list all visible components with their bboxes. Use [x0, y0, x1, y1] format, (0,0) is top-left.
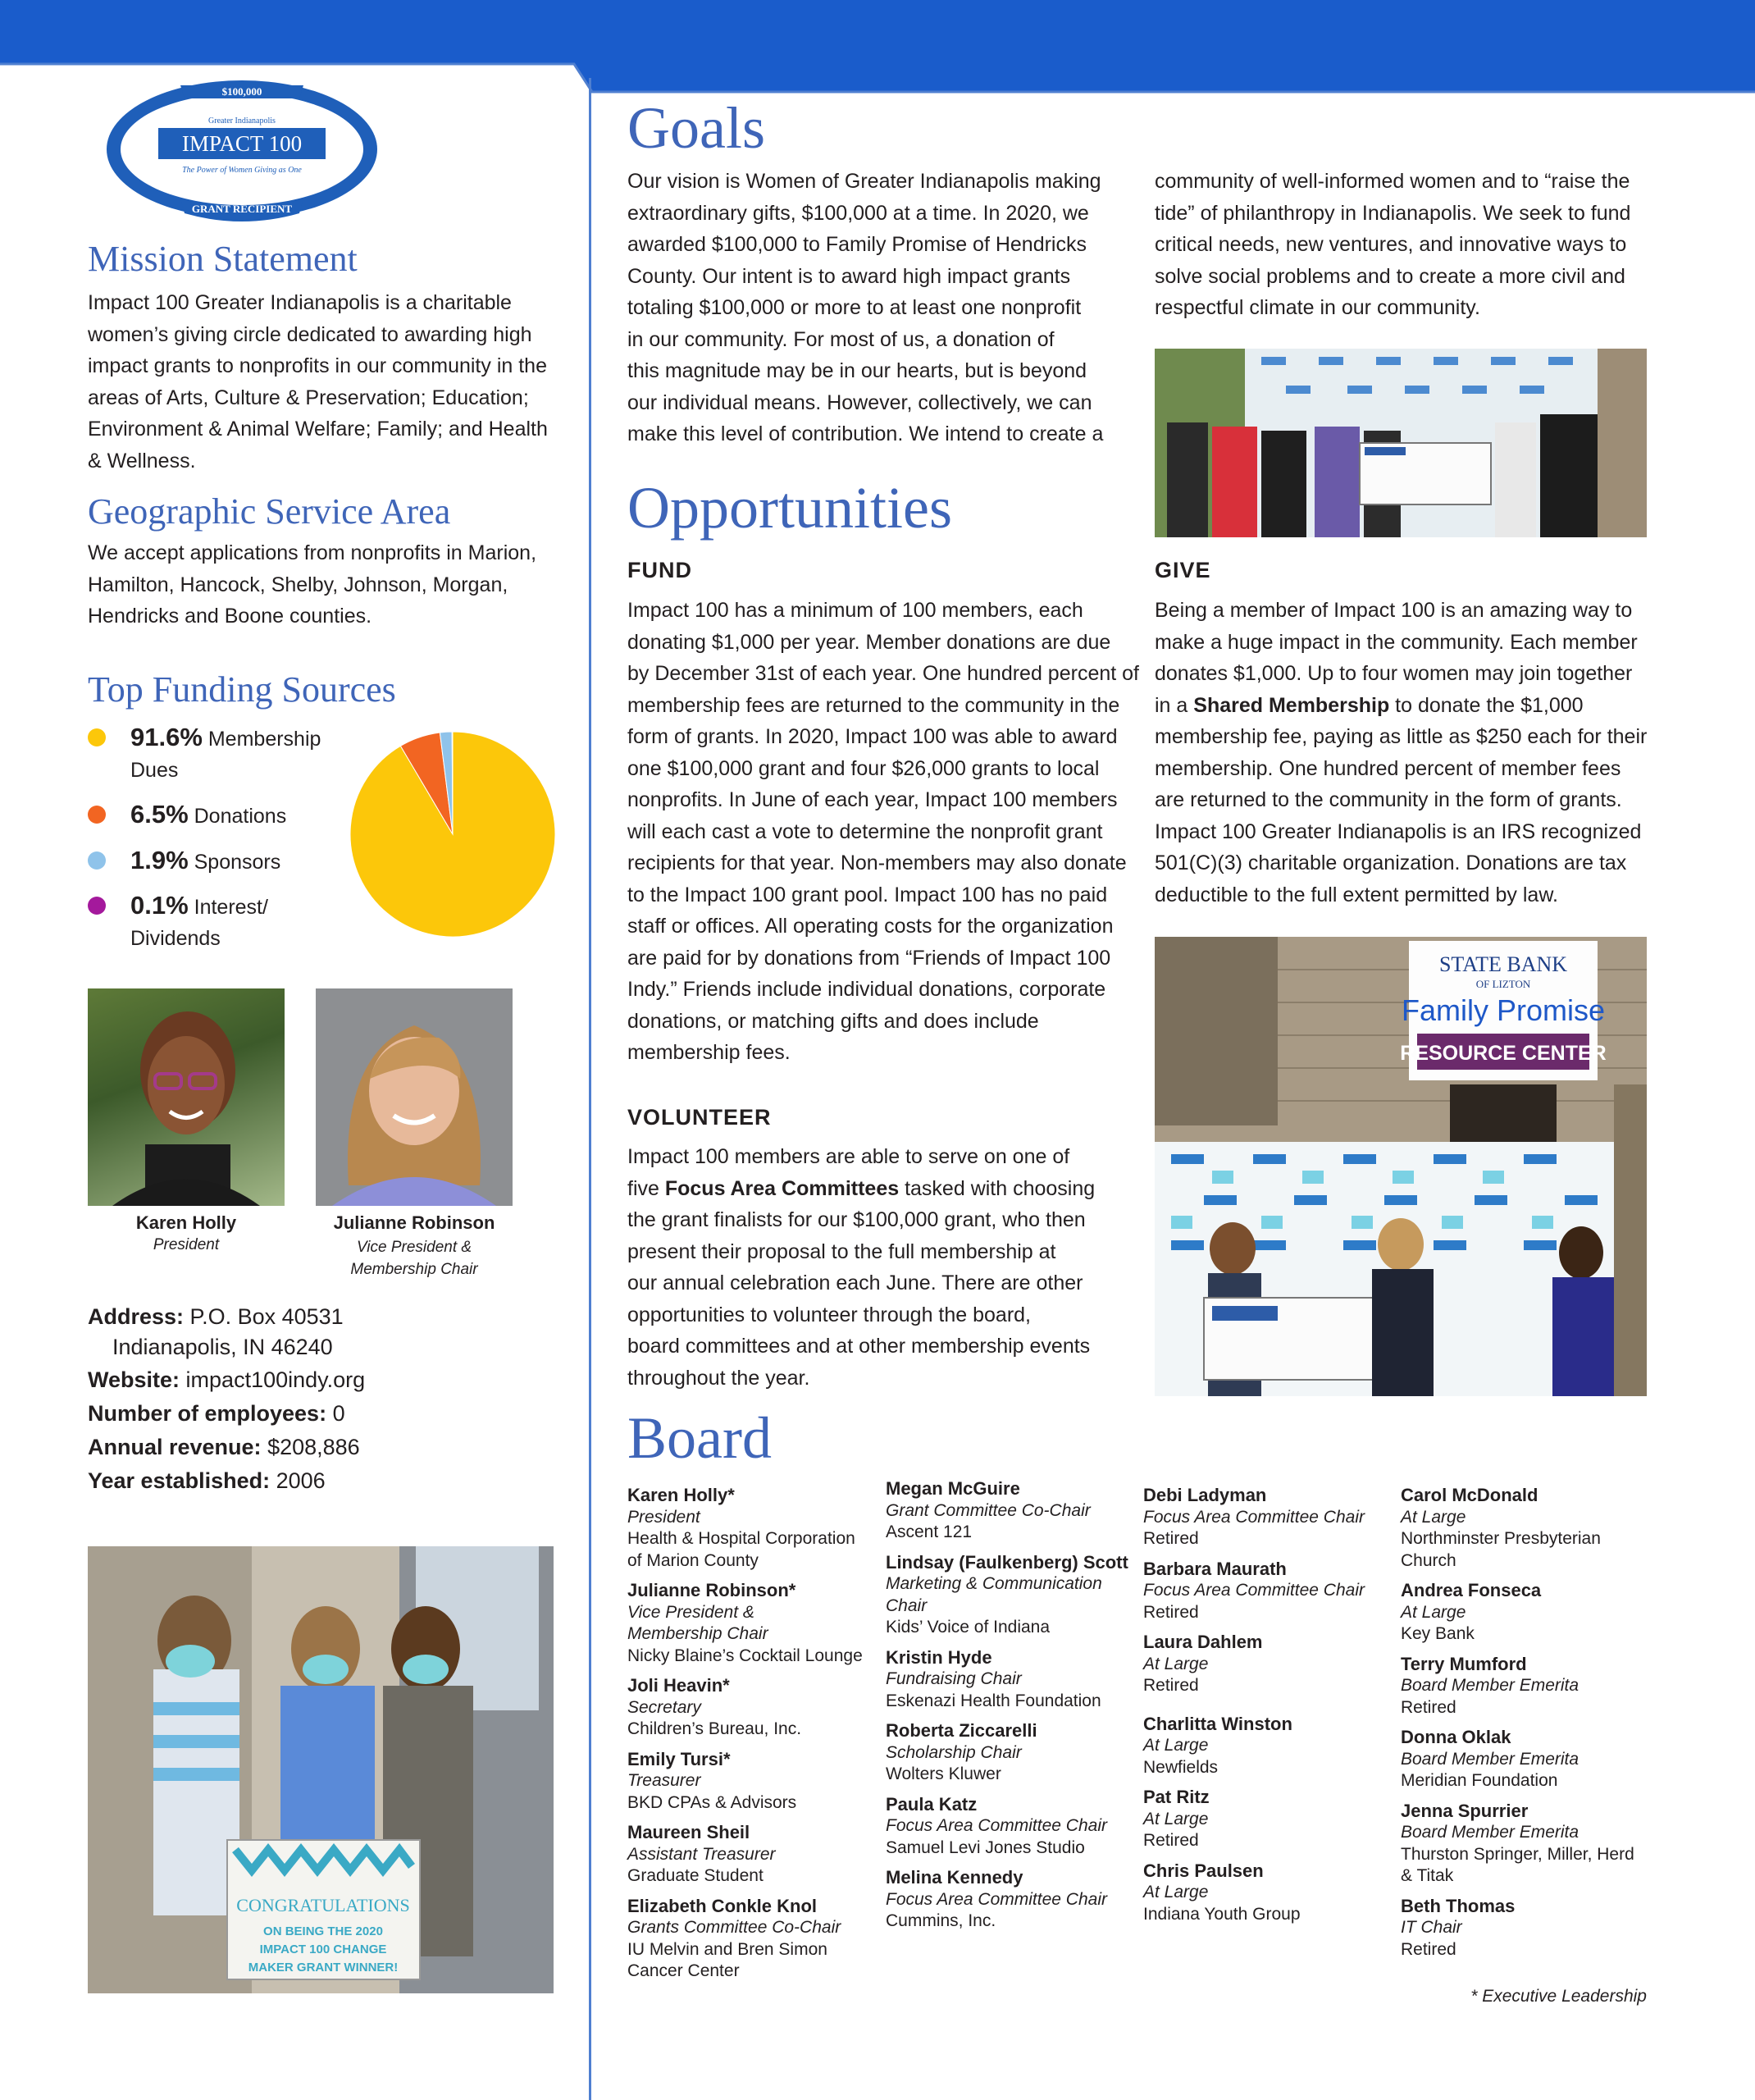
fund-text	[627, 595, 1144, 1069]
board-member-org: Retired	[1143, 1529, 1199, 1548]
board-member-name: Laura Dahlem	[1143, 1632, 1263, 1652]
opportunities-title: Opportunities	[627, 475, 952, 541]
board-member-name: Melina Kennedy	[886, 1867, 1023, 1888]
board-member-role: IT Chair	[1401, 1918, 1462, 1937]
board-member-role: Treasurer	[627, 1771, 701, 1790]
text-line: by December 31st of each year. One hundred percent of	[627, 662, 1139, 685]
bank-sign-line-1: STATE BANK	[1438, 952, 1568, 976]
board-member-role: Membership Chair	[627, 1624, 768, 1643]
board-member-name: Barbara Maurath	[1143, 1558, 1287, 1579]
julianne-robinson-photo	[316, 988, 513, 1206]
board-member-org: Graduate Student	[627, 1866, 764, 1885]
board-member-role: At Large	[1143, 1654, 1209, 1673]
legend-label: Sponsors	[194, 851, 281, 874]
sign-line-3: IMPACT 100 CHANGE	[259, 1942, 387, 1956]
board-member	[1143, 1787, 1389, 1852]
board-member	[627, 1749, 873, 1815]
board-member-name: Andrea Fonseca	[1401, 1580, 1542, 1600]
board-member	[627, 1485, 873, 1572]
website-line: Website: impact100indy.org	[88, 1367, 366, 1392]
board-member-name: Lindsay (Faulkenberg) Scott	[886, 1551, 1128, 1573]
board-member-role: Board Member Emerita	[1401, 1823, 1580, 1842]
board-member-role: Grants Committee Co-Chair	[627, 1918, 841, 1937]
text-line: totaling $100,000 or more to at least one nonprofit	[627, 296, 1082, 319]
legend-swatch	[88, 897, 106, 915]
logo-name: IMPACT 100	[181, 131, 303, 156]
text-line: this magnitude may be in our hearts, but is beyond	[627, 359, 1087, 382]
board-member-name: Joli Heavin*	[627, 1675, 730, 1696]
board-member-name: Chris Paulsen	[1143, 1860, 1264, 1881]
text-line: donating $1,000 per year. Member donations are due	[627, 630, 1111, 654]
board-member-role: Focus Area Committee Chair	[886, 1816, 1107, 1835]
text-line: our individual means. However, collectively, we can	[627, 390, 1092, 414]
website-link[interactable]: impact100indy.org	[185, 1367, 366, 1392]
legend-pct: 91.6%	[130, 723, 203, 751]
legend-item-sponsors	[88, 845, 350, 878]
board-member	[1401, 1654, 1647, 1719]
board-member-name: Megan McGuire	[886, 1478, 1020, 1499]
board-member	[886, 1478, 1132, 1544]
legend-pct: 6.5%	[130, 800, 189, 829]
board-member-org: Retired	[1401, 1697, 1456, 1717]
board-member	[1401, 1727, 1647, 1792]
board-member	[886, 1867, 1132, 1933]
logo-tagline: The Power of Women Giving as One	[182, 166, 302, 175]
revenue-line: Annual revenue: $208,886	[88, 1435, 360, 1459]
board-member	[1401, 1485, 1647, 1572]
board-member	[627, 1580, 873, 1667]
text-line: respectful climate in our community.	[1155, 296, 1480, 319]
text-line: will each cast a vote to determine the nonprofit grant	[627, 819, 1103, 843]
board-member-role: Focus Area Committee Chair	[1143, 1581, 1365, 1600]
board-member	[886, 1794, 1132, 1860]
volunteer-text: Impact 100 members are able to serve on one of five Focus Area Committees tasked with choosing the grant finalists for our $100,000 grant, who then present their proposal to the full membership at our annual celebration each June. There are other opportunities to volunteer through the board, board committees and at other membership events throughout the year.	[627, 1145, 1096, 1390]
legend-item-interest	[88, 890, 350, 956]
text-line: solve social problems and to create a more civil and	[1155, 264, 1625, 288]
fund-heading: FUND	[627, 558, 692, 582]
text-line: awarded $100,000 to Family Promise of Hendricks	[627, 233, 1087, 256]
board-member	[627, 1675, 873, 1741]
board-member-name: Elizabeth Conkle Knol	[627, 1895, 818, 1916]
logo-bottom-text: GRANT RECIPIENT	[191, 203, 293, 215]
give-text: Being a member of Impact 100 is an amazing way to make a huge impact in the community. Each member donates $1,000. Up to four women may join together in a Shared Membership to donate the $1,000 membership fee, paying as little as $250 each for their membership. One hundred percent of member fees are returned to the community in the form of grants. Impact 100 Greater Indianapolis is an IRS recognized 501(C)(3) charitable organization. Donations are tax deductible to the full extent permitted by law.	[1155, 599, 1648, 906]
board-member-org: Meridian Foundation	[1401, 1771, 1558, 1790]
leader-title: President	[153, 1236, 220, 1253]
goals-text-col1	[627, 166, 1144, 450]
board-member-org: Eskenazi Health Foundation	[886, 1691, 1101, 1710]
board-member-role: Assistant Treasurer	[627, 1844, 776, 1864]
board-member-org: Retired	[1143, 1602, 1199, 1622]
board-title: Board	[627, 1405, 772, 1471]
board-member-role: At Large	[1143, 1809, 1209, 1828]
board-member-role: Fundraising Chair	[886, 1669, 1022, 1688]
board-member-role: Board Member Emerita	[1401, 1749, 1580, 1769]
logo-small-text: Greater Indianapolis	[208, 116, 276, 126]
board-member-org: Church	[1401, 1550, 1456, 1570]
sign-line-2: ON BEING THE 2020	[263, 1924, 383, 1938]
board-member-name: Pat Ritz	[1143, 1787, 1210, 1807]
text-line: County. Our intent is to award high impact grants	[627, 264, 1071, 288]
board-member-org: BKD CPAs & Advisors	[627, 1792, 797, 1812]
funding-pie-chart	[349, 730, 557, 938]
group-check-photo	[1155, 349, 1647, 537]
board-member-name: Jenna Spurrier	[1401, 1800, 1529, 1821]
legend-pct: 1.9%	[130, 846, 189, 874]
board-member-org: Kids’ Voice of Indiana	[886, 1618, 1051, 1637]
board-member-role: At Large	[1143, 1736, 1209, 1755]
year-line: Year established: 2006	[88, 1468, 326, 1493]
board-member-role: At Large	[1143, 1883, 1209, 1901]
bank-sign-line-2: OF LIZTON	[1475, 978, 1531, 990]
text-line: to the Impact 100 grant pool. Impact 100 has no paid	[627, 883, 1108, 906]
board-member-role: Chair	[886, 1596, 928, 1615]
logo-top-text: $100,000	[221, 85, 262, 98]
board-member-name: Emily Tursi*	[627, 1748, 731, 1769]
board-member-name: Beth Thomas	[1401, 1895, 1516, 1916]
board-member-org: Newfields	[1143, 1757, 1219, 1777]
board-member-role: Board Member Emerita	[1401, 1676, 1580, 1695]
text-line: tide” of philanthropy in Indianapolis. We seek to fund	[1155, 201, 1631, 225]
legend-item-membership	[88, 722, 350, 788]
legend-item-donations	[88, 799, 350, 832]
board-member	[886, 1552, 1132, 1639]
board-member-role: Vice President &	[627, 1602, 754, 1622]
board-member-role: At Large	[1401, 1602, 1466, 1622]
board-member-name: Terry Mumford	[1401, 1653, 1527, 1674]
board-member-org: Health & Hospital Corporation	[627, 1529, 855, 1548]
give-heading: GIVE	[1155, 558, 1211, 582]
text-line: nonprofits. In June of each year, Impact 100 members	[627, 788, 1118, 811]
text-line: donations, or matching gifts and does include	[627, 1009, 1039, 1033]
board-member-org: Wolters Kluwer	[886, 1764, 1001, 1783]
board-member-org: Ascent 121	[886, 1522, 973, 1541]
text-line: in our community. For most of us, a donation of	[627, 327, 1055, 351]
board-member-name: Kristin Hyde	[886, 1646, 992, 1668]
legend-label: Interest/	[194, 896, 268, 919]
address-line-2: Indianapolis, IN 46240	[112, 1335, 333, 1359]
legend-label: Donations	[194, 805, 287, 828]
board-member-org: Key Bank	[1401, 1624, 1475, 1643]
board-member-role: Focus Area Committee Chair	[1143, 1507, 1365, 1527]
funding-title: Top Funding Sources	[88, 669, 396, 710]
leader-title: Vice President & Membership Chair	[350, 1239, 478, 1278]
family-promise-photo	[1155, 937, 1647, 1396]
board-member	[1143, 1559, 1389, 1624]
text-line: membership fees are returned to the community in the	[627, 693, 1120, 717]
board-member-name: Paula Katz	[886, 1793, 978, 1815]
goals-text-col2	[1155, 166, 1671, 324]
board-member-org: Northminster Presbyterian	[1401, 1529, 1601, 1548]
board-member-name: Debi Ladyman	[1143, 1485, 1267, 1505]
board-member-org: Retired	[1143, 1831, 1199, 1850]
board-member-role: Scholarship Chair	[886, 1742, 1022, 1762]
board-member-name: Maureen Sheil	[627, 1822, 750, 1842]
board-member-role: President	[627, 1507, 700, 1527]
grant-winners-photo	[88, 1546, 554, 1993]
board-column-4	[1401, 1485, 1647, 1969]
text-line: community of well-informed women and to “raise the	[1155, 170, 1630, 193]
geo-text: We accept applications from nonprofits in Marion, Hamilton, Hancock, Shelby, Johnson, Morgan, Hendricks and Boone counties.	[88, 541, 537, 628]
mission-title: Mission Statement	[88, 239, 358, 279]
board-member-name: Donna Oklak	[1401, 1727, 1511, 1747]
board-member-org: IU Melvin and Bren Simon	[627, 1939, 827, 1959]
impact100-grant-recipient-logo	[103, 75, 381, 223]
bank-sign-line-4: RESOURCE CENTER	[1400, 1042, 1607, 1065]
text-line: membership fees.	[627, 1041, 791, 1064]
bank-sign-line-3: Family Promise	[1401, 993, 1606, 1027]
text-line: form of grants. In 2020, Impact 100 was able to award	[627, 725, 1118, 748]
board-member	[886, 1720, 1132, 1786]
board-member	[1401, 1580, 1647, 1646]
board-member-org: Thurston Springer, Miller, Herd	[1401, 1844, 1634, 1864]
volunteer-heading: VOLUNTEER	[627, 1105, 772, 1130]
sign-line-1: CONGRATULATIONS	[236, 1895, 410, 1915]
legend-swatch	[88, 851, 106, 870]
legend-label-2: Dividends	[130, 927, 221, 950]
board-column-3	[1143, 1485, 1389, 1933]
board-member-name: Carol McDonald	[1401, 1485, 1538, 1505]
sign-line-4: MAKER GRANT WINNER!	[248, 1961, 399, 1974]
board-member-org: of Marion County	[627, 1550, 759, 1570]
board-member-role: Marketing & Communication	[886, 1574, 1102, 1593]
board-member-name: Julianne Robinson*	[627, 1580, 796, 1600]
board-member	[1143, 1632, 1389, 1697]
text-line: extraordinary gifts, $100,000 at a time. In 2020, we	[627, 201, 1089, 225]
board-member-org: Indiana Youth Group	[1143, 1904, 1301, 1924]
board-member-name: Karen Holly*	[627, 1485, 735, 1505]
board-member-org: Cancer Center	[627, 1961, 740, 1980]
text-line: are paid for by donations from “Friends of Impact 100	[627, 946, 1111, 970]
board-member-name: Roberta Ziccarelli	[886, 1720, 1037, 1741]
mission-text: Impact 100 Greater Indianapolis is a charitable women’s giving circle dedicated to awarding high impact grants to nonprofits in our community in the areas of Arts, Culture & Preservation; Education; Environment & Animal Welfare; Family; and Health & Wellness.	[88, 291, 548, 472]
board-member-org: Retired	[1143, 1676, 1199, 1695]
board-member-org: & Titak	[1401, 1866, 1454, 1885]
column-divider	[589, 78, 591, 2100]
board-member-name: Charlitta Winston	[1143, 1713, 1292, 1734]
text-line: Indy.” Friends include individual donations, corporate	[627, 978, 1106, 1001]
text-line: staff or offices. All operating costs for the organization	[627, 915, 1114, 938]
text-line: Impact 100 has a minimum of 100 members, each	[627, 599, 1083, 622]
board-member	[1143, 1714, 1389, 1779]
legend-swatch	[88, 806, 106, 824]
board-member	[627, 1822, 873, 1888]
board-member-org: Children’s Bureau, Inc.	[627, 1719, 802, 1738]
board-member-role: At Large	[1401, 1507, 1466, 1527]
board-column-1	[627, 1485, 873, 1991]
leader-name: Julianne Robinson	[333, 1212, 495, 1233]
board-member-role: Grant Committee Co-Chair	[886, 1500, 1091, 1520]
legend-label: Membership	[207, 728, 321, 751]
legend-pct: 0.1%	[130, 891, 189, 920]
text-line: recipients for that year. Non-members may also donate	[627, 851, 1127, 874]
karen-holly-photo	[88, 988, 285, 1206]
address-block: Address: P.O. Box 40531	[88, 1304, 344, 1329]
employees-line: Number of employees: 0	[88, 1401, 345, 1426]
board-member	[1401, 1896, 1647, 1961]
leader-name: Karen Holly	[135, 1212, 237, 1233]
board-member	[886, 1647, 1132, 1713]
legend-swatch	[88, 728, 106, 746]
text-line: critical needs, new ventures, and innovative ways to	[1155, 233, 1627, 256]
board-member-org: Cummins, Inc.	[886, 1911, 996, 1930]
board-member-role: Focus Area Committee Chair	[886, 1889, 1107, 1909]
geo-title: Geographic Service Area	[88, 491, 451, 532]
board-member-org: Samuel Levi Jones Studio	[886, 1838, 1085, 1857]
text-line: make this level of contribution. We intend to create a	[627, 422, 1104, 445]
board-member-org: Retired	[1401, 1939, 1456, 1959]
board-member	[1401, 1801, 1647, 1888]
board-member	[1143, 1485, 1389, 1550]
board-footnote: * Executive Leadership	[1470, 1987, 1647, 2006]
legend-label-2: Dues	[130, 759, 179, 782]
board-member-role: Secretary	[627, 1697, 701, 1717]
board-member	[1143, 1860, 1389, 1926]
board-member	[627, 1896, 873, 1983]
board-member-org: Nicky Blaine’s Cocktail Lounge	[627, 1646, 863, 1665]
text-line: Our vision is Women of Greater Indianapolis making	[627, 170, 1101, 193]
text-line: one $100,000 grant and four $26,000 grants to local	[627, 756, 1100, 780]
board-column-2	[886, 1478, 1132, 1941]
goals-title: Goals	[627, 95, 765, 161]
